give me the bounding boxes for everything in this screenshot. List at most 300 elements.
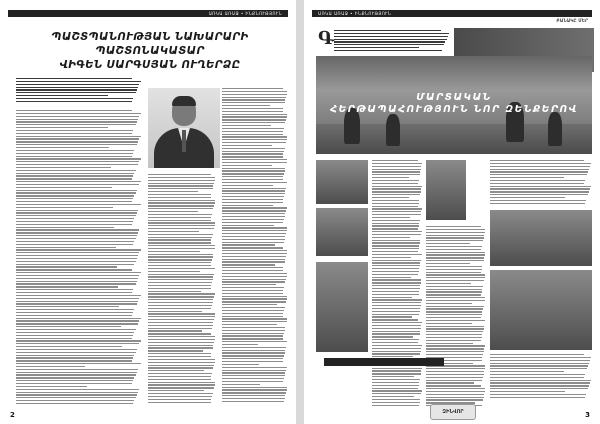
text-line xyxy=(426,380,482,381)
text-line xyxy=(222,156,283,157)
text-line xyxy=(372,166,421,167)
text-line xyxy=(16,207,113,208)
text-line xyxy=(16,298,139,299)
text-line xyxy=(148,382,215,383)
text-line xyxy=(222,387,287,388)
photo-title xyxy=(316,92,592,116)
text-line xyxy=(490,188,590,189)
newspaper-logo: ԶԻՆՎՈՐ xyxy=(430,404,476,420)
text-line xyxy=(372,399,420,400)
headline-line-3: ՎԻԳԵՆ ՍԱՐԳՍՅԱՆ ՈՒՂԵՐՁԸ xyxy=(59,59,241,71)
text-line xyxy=(222,213,285,214)
text-line xyxy=(372,208,422,209)
text-line xyxy=(426,374,484,375)
text-line xyxy=(372,217,410,218)
text-line xyxy=(372,220,420,221)
text-line xyxy=(148,217,211,218)
text-line xyxy=(16,292,132,293)
text-line xyxy=(222,392,286,393)
text-line xyxy=(490,160,584,161)
text-line xyxy=(148,293,215,294)
text-line xyxy=(16,221,133,222)
headline-line-2: ՊԱՇՏՈՆԱԿԱՏԱՐ xyxy=(95,45,205,57)
text-line xyxy=(16,303,137,304)
text-line xyxy=(222,225,274,226)
text-line xyxy=(372,211,421,212)
text-line xyxy=(222,94,287,95)
text-line xyxy=(372,322,422,323)
text-line xyxy=(372,163,422,164)
text-line xyxy=(222,116,287,117)
text-line xyxy=(426,252,485,253)
text-line xyxy=(148,296,214,297)
text-line xyxy=(372,183,418,184)
text-line xyxy=(16,98,133,99)
text-line xyxy=(16,255,138,256)
text-line xyxy=(16,95,108,96)
photo-soldiers-center xyxy=(426,160,466,220)
text-line xyxy=(426,289,482,290)
text-line xyxy=(222,173,284,174)
text-line xyxy=(222,304,277,305)
text-line xyxy=(148,180,215,181)
text-line xyxy=(222,165,272,166)
text-line xyxy=(222,236,285,237)
text-line xyxy=(16,198,133,199)
text-line xyxy=(490,186,591,187)
text-line xyxy=(372,370,421,371)
text-line xyxy=(372,197,409,198)
text-line xyxy=(16,84,139,85)
left-column-2-text xyxy=(148,174,216,406)
text-line xyxy=(16,366,85,367)
text-line xyxy=(148,373,212,374)
text-line xyxy=(334,50,442,51)
text-line xyxy=(426,340,481,341)
text-line xyxy=(16,210,138,211)
text-line xyxy=(148,237,212,238)
text-line xyxy=(148,248,215,249)
text-line xyxy=(16,258,137,259)
text-line xyxy=(16,244,133,245)
text-line xyxy=(426,328,484,329)
text-line xyxy=(222,375,285,376)
text-line xyxy=(222,219,284,220)
text-line xyxy=(222,389,287,390)
text-line xyxy=(148,376,211,377)
text-line xyxy=(372,248,419,249)
text-line xyxy=(148,220,211,221)
text-line xyxy=(16,266,117,267)
text-line xyxy=(16,249,141,250)
text-line xyxy=(222,279,286,280)
text-line xyxy=(334,39,447,40)
text-line xyxy=(426,286,483,287)
text-line xyxy=(426,280,484,281)
text-line xyxy=(16,238,136,239)
text-line xyxy=(148,202,215,203)
text-line xyxy=(16,343,139,344)
text-line xyxy=(372,316,412,317)
text-line xyxy=(372,234,421,235)
text-line xyxy=(490,194,588,195)
text-line xyxy=(426,388,485,389)
text-line xyxy=(16,78,132,79)
text-line xyxy=(148,339,215,340)
text-line xyxy=(222,102,285,103)
text-line xyxy=(490,391,565,392)
text-line xyxy=(426,354,483,355)
text-line xyxy=(372,237,410,238)
text-line xyxy=(222,370,286,371)
text-line xyxy=(372,299,422,300)
text-line xyxy=(16,283,136,284)
text-line xyxy=(148,345,213,346)
text-line xyxy=(222,151,284,152)
text-line xyxy=(372,396,414,397)
text-line xyxy=(16,190,137,191)
text-line xyxy=(426,272,481,273)
text-line xyxy=(222,188,286,189)
text-line xyxy=(372,385,419,386)
text-line xyxy=(426,297,485,298)
drop-cap: Գ xyxy=(318,28,335,49)
text-line xyxy=(148,336,215,337)
text-line xyxy=(222,321,287,322)
text-line xyxy=(16,127,108,128)
text-line xyxy=(16,156,132,157)
text-line xyxy=(16,352,136,353)
text-line xyxy=(222,105,270,106)
text-line xyxy=(372,240,420,241)
text-line xyxy=(426,226,481,227)
text-line xyxy=(16,389,139,390)
left-page-header: ԱՌԿԱ ԱՌԱՋ • ԻՆՔՆՈՒԹՅՈՒՆ xyxy=(8,10,288,17)
text-line xyxy=(490,371,564,372)
text-line xyxy=(148,279,213,280)
photo-soldiers-right-2 xyxy=(490,270,592,350)
text-line xyxy=(16,227,114,228)
text-line xyxy=(148,200,215,201)
text-line xyxy=(490,177,564,178)
text-line xyxy=(148,228,214,229)
text-line xyxy=(372,319,418,320)
text-line xyxy=(16,136,141,137)
text-line xyxy=(16,323,138,324)
text-line xyxy=(372,223,419,224)
text-line xyxy=(426,314,482,315)
text-line xyxy=(490,203,585,204)
text-line xyxy=(372,325,421,326)
text-line xyxy=(372,339,419,340)
text-line xyxy=(16,380,133,381)
text-line xyxy=(334,47,419,48)
text-line xyxy=(148,208,213,209)
text-line xyxy=(16,335,133,336)
text-line xyxy=(426,323,472,324)
text-line xyxy=(16,204,141,205)
text-line xyxy=(222,270,283,271)
right-column-1-text xyxy=(372,160,422,408)
text-line xyxy=(372,342,418,343)
text-line xyxy=(16,224,132,225)
text-line xyxy=(372,277,411,278)
text-line xyxy=(16,281,137,282)
text-line xyxy=(372,271,419,272)
photo-title-line-2: ՀԵՐԹԱՊԱՀՈՒԹՅՈՒՆ ՆՈՐ ԶԵՆՔԵՐՈՎ xyxy=(330,104,578,115)
text-line xyxy=(372,314,419,315)
text-line xyxy=(16,306,119,307)
text-line xyxy=(148,174,211,175)
text-line xyxy=(16,329,136,330)
text-line xyxy=(426,303,472,304)
text-line xyxy=(148,322,213,323)
text-line xyxy=(222,99,285,100)
text-line xyxy=(372,206,418,207)
text-line xyxy=(222,168,285,169)
text-line xyxy=(148,214,212,215)
text-line xyxy=(372,390,422,391)
text-line xyxy=(222,179,283,180)
text-line xyxy=(490,388,588,389)
text-line xyxy=(16,403,133,404)
text-line xyxy=(16,184,139,185)
text-line xyxy=(16,173,134,174)
text-line xyxy=(426,277,485,278)
text-line xyxy=(16,195,134,196)
text-line xyxy=(426,266,482,267)
text-line xyxy=(372,242,420,243)
text-line xyxy=(426,385,481,386)
text-line xyxy=(16,301,138,302)
text-line xyxy=(222,122,285,123)
text-line xyxy=(222,131,283,132)
text-line xyxy=(426,274,485,275)
text-line xyxy=(222,327,285,328)
text-line xyxy=(222,381,283,382)
text-line xyxy=(16,121,137,122)
text-line xyxy=(16,363,141,364)
text-line xyxy=(222,384,260,385)
photo-soldiers-right-1 xyxy=(490,210,592,266)
text-line xyxy=(372,194,420,195)
text-line xyxy=(148,268,215,269)
text-line xyxy=(222,281,285,282)
text-line xyxy=(16,101,132,102)
text-line xyxy=(148,342,214,343)
text-line xyxy=(148,362,215,363)
text-line xyxy=(16,124,136,125)
text-line xyxy=(16,89,137,90)
text-line xyxy=(16,264,134,265)
text-line xyxy=(222,134,283,135)
text-line xyxy=(426,311,482,312)
text-line xyxy=(16,374,136,375)
text-line xyxy=(372,268,419,269)
text-line xyxy=(16,394,137,395)
text-line xyxy=(222,290,283,291)
text-line xyxy=(148,185,213,186)
text-line xyxy=(16,232,138,233)
text-line xyxy=(426,254,485,255)
text-line xyxy=(426,294,481,295)
text-line xyxy=(148,384,215,385)
text-line xyxy=(16,309,134,310)
text-line xyxy=(222,310,284,311)
text-line xyxy=(490,357,591,358)
text-line xyxy=(16,241,134,242)
text-line xyxy=(148,328,212,329)
text-line xyxy=(222,148,285,149)
text-line xyxy=(490,368,587,369)
text-line xyxy=(16,315,132,316)
text-line xyxy=(222,307,285,308)
text-line xyxy=(372,251,418,252)
text-line xyxy=(222,176,283,177)
text-line xyxy=(334,36,448,37)
text-line xyxy=(372,265,420,266)
text-line xyxy=(16,275,139,276)
text-line xyxy=(490,380,591,381)
text-line xyxy=(490,397,585,398)
text-line xyxy=(490,360,590,361)
text-line xyxy=(148,333,211,334)
text-line xyxy=(222,341,287,342)
text-line xyxy=(222,284,276,285)
text-line xyxy=(222,97,286,98)
text-line xyxy=(16,272,141,273)
text-line xyxy=(222,293,283,294)
text-line xyxy=(222,358,283,359)
text-line xyxy=(222,355,284,356)
text-line xyxy=(16,92,136,93)
text-line xyxy=(148,390,204,391)
text-line xyxy=(222,230,287,231)
text-line xyxy=(222,335,283,336)
text-line xyxy=(16,113,141,114)
text-line xyxy=(16,141,138,142)
text-line xyxy=(16,153,133,154)
left-page-headline xyxy=(16,30,284,72)
text-line xyxy=(426,320,485,321)
text-line xyxy=(148,251,200,252)
text-line xyxy=(372,169,421,170)
text-line xyxy=(222,242,284,243)
text-line xyxy=(372,285,420,286)
text-line xyxy=(426,308,483,309)
text-line xyxy=(372,405,419,406)
text-line xyxy=(148,299,213,300)
text-line xyxy=(222,398,285,399)
text-line xyxy=(148,183,214,184)
text-line xyxy=(372,282,421,283)
text-line xyxy=(222,91,287,92)
text-line xyxy=(148,222,215,223)
text-line xyxy=(16,377,134,378)
text-line xyxy=(426,263,470,264)
text-line xyxy=(334,44,444,45)
text-line xyxy=(16,392,138,393)
headline-line-1: ՊԱՇՏՊԱՆՈՒԹՅԱՆ ՆԱԽԱՐԱՐԻ xyxy=(51,31,249,43)
left-page xyxy=(0,0,296,424)
text-line xyxy=(372,302,421,303)
text-line xyxy=(222,119,286,120)
text-line xyxy=(16,289,133,290)
text-line xyxy=(490,166,590,167)
text-line xyxy=(16,81,141,82)
text-line xyxy=(372,200,419,201)
text-line xyxy=(148,356,211,357)
text-line xyxy=(222,364,259,365)
intro-text-block xyxy=(16,78,142,106)
text-line xyxy=(222,233,286,234)
text-line xyxy=(222,367,287,368)
text-line xyxy=(426,397,484,398)
text-line xyxy=(16,133,132,134)
text-line xyxy=(490,354,584,355)
text-line xyxy=(372,294,419,295)
text-line xyxy=(222,395,285,396)
text-line xyxy=(16,212,137,213)
text-line xyxy=(222,264,275,265)
text-line xyxy=(372,274,418,275)
text-line xyxy=(148,231,199,232)
text-line xyxy=(222,301,286,302)
text-line xyxy=(148,274,214,275)
text-line xyxy=(16,247,116,248)
text-line xyxy=(222,185,273,186)
text-line xyxy=(148,188,213,189)
text-line xyxy=(16,235,137,236)
text-line xyxy=(426,291,482,292)
text-line xyxy=(16,175,133,176)
text-line xyxy=(490,174,587,175)
text-line xyxy=(16,201,132,202)
text-line xyxy=(426,249,481,250)
text-line xyxy=(16,110,132,111)
text-line xyxy=(426,257,484,258)
text-line xyxy=(222,287,284,288)
text-line xyxy=(148,305,212,306)
photo-soldiers-left-1 xyxy=(316,160,368,204)
text-line xyxy=(16,320,139,321)
text-line xyxy=(16,369,138,370)
text-line xyxy=(222,190,285,191)
text-line xyxy=(222,159,287,160)
text-line xyxy=(490,363,589,364)
text-line xyxy=(148,234,213,235)
text-line xyxy=(426,343,473,344)
text-line xyxy=(16,278,138,279)
text-line xyxy=(16,252,139,253)
text-line xyxy=(372,311,420,312)
text-line xyxy=(426,377,483,378)
text-line xyxy=(148,191,198,192)
text-line xyxy=(16,181,141,182)
text-line xyxy=(372,191,421,192)
text-line xyxy=(16,215,136,216)
text-line xyxy=(222,139,287,140)
text-line xyxy=(490,171,588,172)
text-line xyxy=(426,382,474,383)
text-line xyxy=(372,333,420,334)
text-line xyxy=(148,271,200,272)
text-line xyxy=(372,345,422,346)
text-line xyxy=(426,246,482,247)
text-line xyxy=(16,295,141,296)
text-line xyxy=(148,311,202,312)
text-line xyxy=(148,194,211,195)
